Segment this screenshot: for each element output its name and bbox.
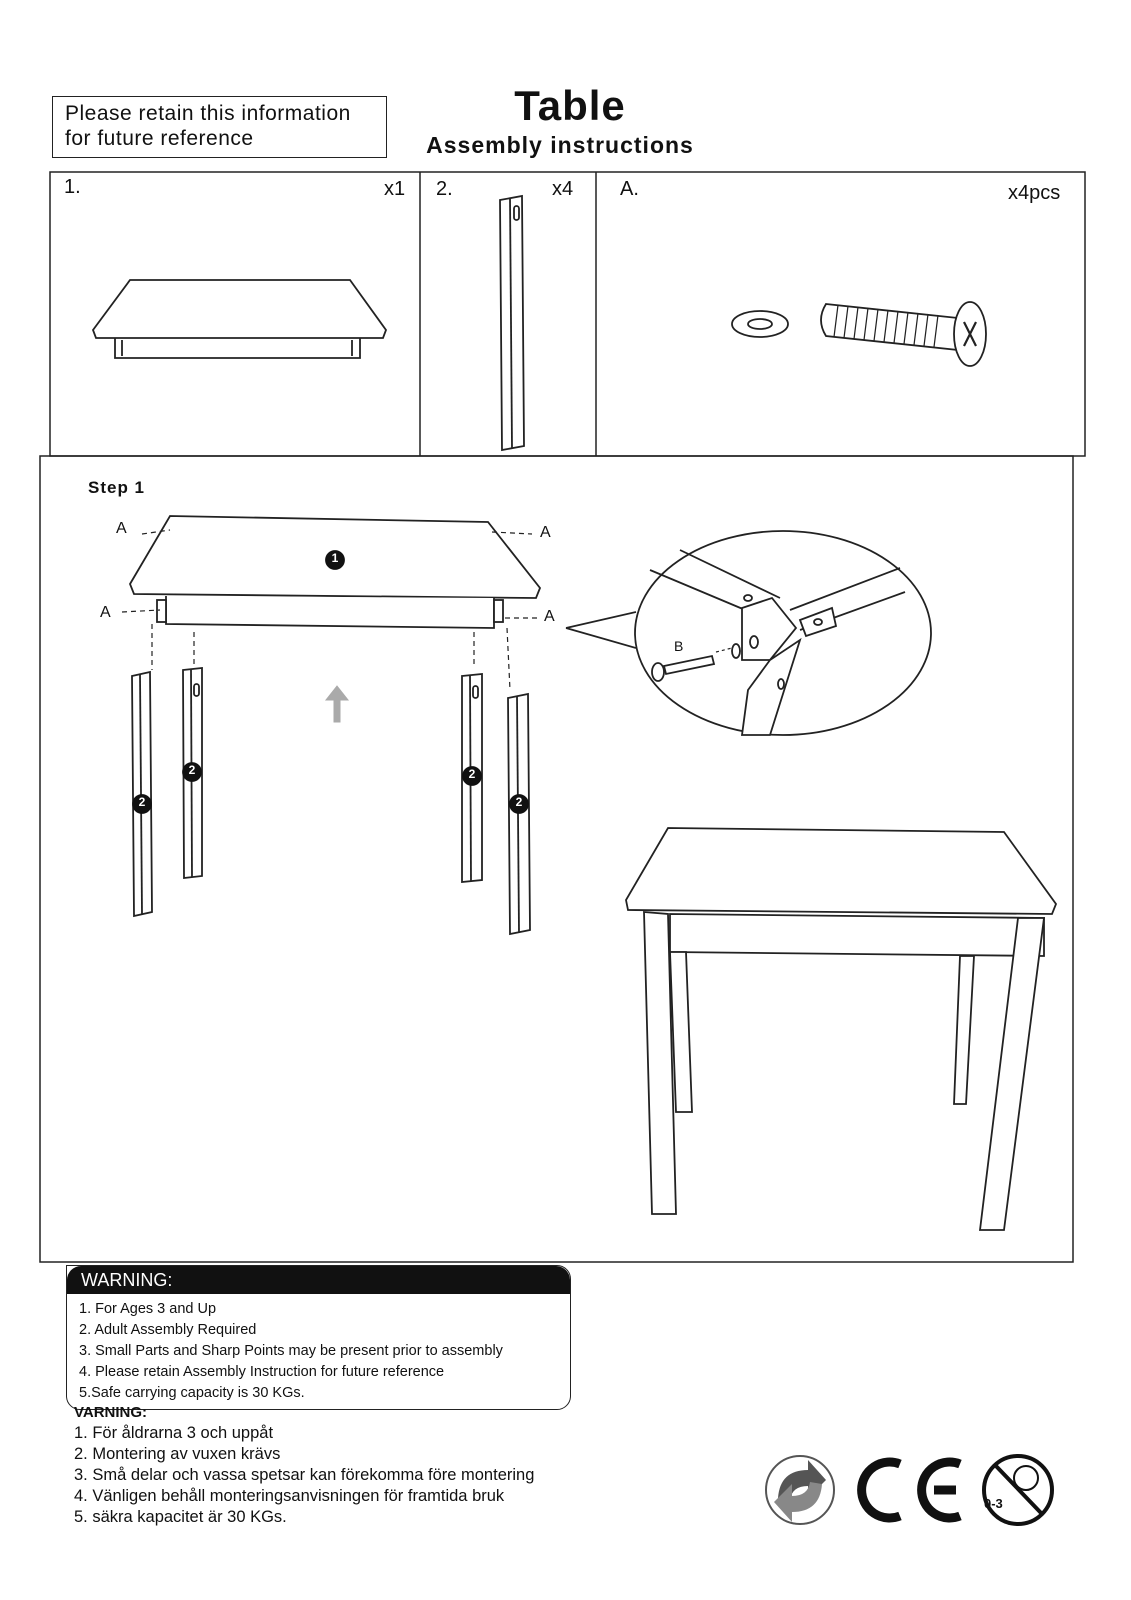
part-a-quantity: x4pcs xyxy=(1008,182,1061,204)
varning-item: 1. För åldrarna 3 och uppåt xyxy=(74,1424,274,1442)
varning-item: 5. säkra kapacitet är 30 KGs. xyxy=(74,1508,287,1526)
page-subtitle: Assembly instructions xyxy=(426,132,694,158)
warning-box xyxy=(66,1265,571,1410)
callout-a: A xyxy=(544,608,555,625)
part-1-quantity: x1 xyxy=(384,178,406,200)
recycle-icon xyxy=(766,1456,834,1524)
part-2-number: 2. xyxy=(436,178,453,200)
part-a-letter: A. xyxy=(620,178,639,200)
corner-detail-illustration xyxy=(566,531,931,735)
warning-item: 4. Please retain Assembly Instruction for future reference xyxy=(79,1364,445,1380)
varning-list xyxy=(74,1423,534,1528)
assembled-table-illustration xyxy=(626,828,1056,1230)
callout-a: A xyxy=(116,520,127,537)
varning-item: 3. Små delar och vassa spetsar kan förekomma före montering xyxy=(74,1466,535,1484)
retain-line-2: for future reference xyxy=(65,127,254,150)
table-top-part-illustration xyxy=(93,280,386,358)
warning-item: 1. For Ages 3 and Up xyxy=(79,1301,217,1317)
retain-line-1: Please retain this information xyxy=(65,102,351,125)
varning-item: 2. Montering av vuxen krävs xyxy=(74,1445,281,1463)
exploded-assembly-illustration xyxy=(122,516,540,934)
badge-part-2: 2 xyxy=(468,767,476,781)
badge-part-2: 2 xyxy=(188,763,196,777)
badge-part-2: 2 xyxy=(138,795,146,809)
bolt-washer-illustration xyxy=(732,302,986,366)
page-title: Table xyxy=(514,82,626,129)
callout-a: A xyxy=(100,604,111,621)
warning-item: 2. Adult Assembly Required xyxy=(79,1322,257,1338)
badge-part-2: 2 xyxy=(515,795,523,809)
leg-part-illustration xyxy=(500,196,524,450)
ce-mark-icon xyxy=(862,1462,960,1518)
warning-heading: WARNING: xyxy=(67,1266,570,1294)
warning-item: 3. Small Parts and Sharp Points may be present prior to assembly xyxy=(79,1343,503,1359)
badge-part-1: 1 xyxy=(331,551,339,565)
varning-item: 4. Vänligen behåll monteringsanvisningen för framtida bruk xyxy=(74,1487,505,1505)
step-label: Step 1 xyxy=(88,478,146,497)
warning-item: 5.Safe carrying capacity is 30 KGs. xyxy=(79,1385,305,1401)
part-2-quantity: x4 xyxy=(552,178,574,200)
callout-a: A xyxy=(540,524,551,541)
part-1-number: 1. xyxy=(64,176,81,198)
warning-list xyxy=(67,1294,570,1404)
callout-b: B xyxy=(674,638,684,654)
age-warning-icon xyxy=(984,1456,1052,1524)
age-warning-label: 0-3 xyxy=(984,1496,1003,1511)
varning-heading: VARNING: xyxy=(74,1404,148,1421)
